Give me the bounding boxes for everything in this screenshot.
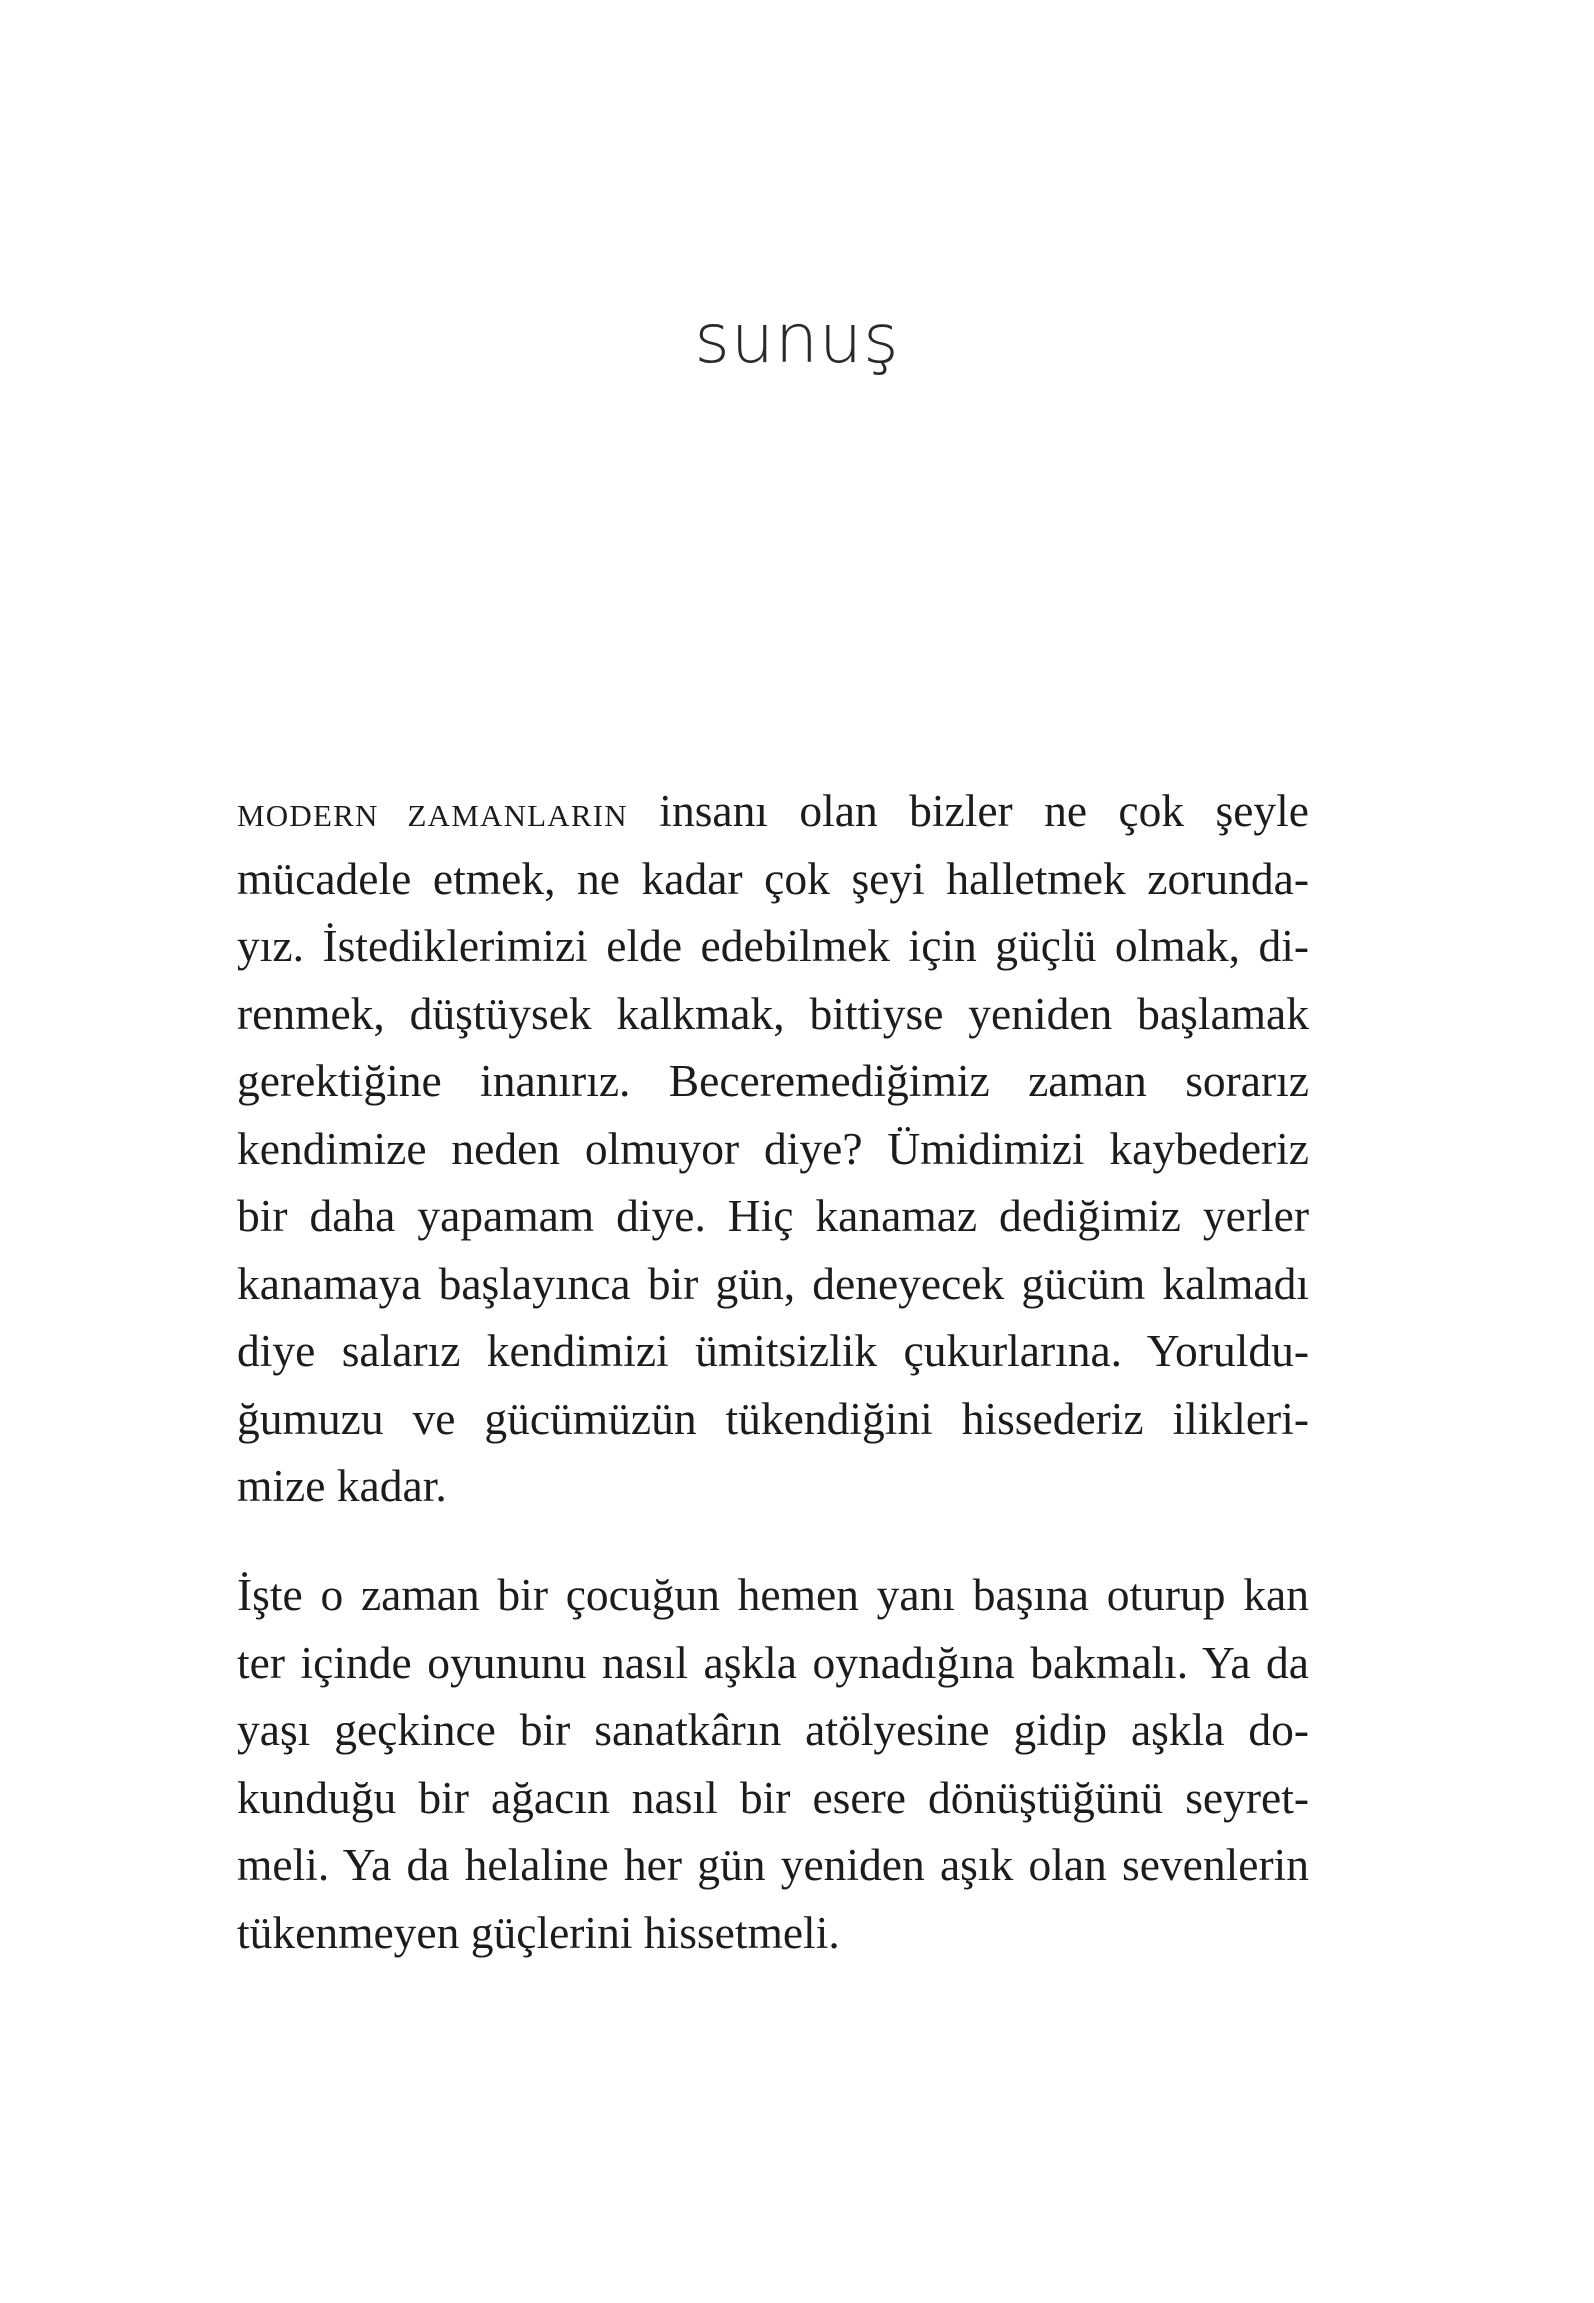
paragraph-line: renmek, düştüysek kalkmak, bittiyse yeniden başlamak (237, 987, 1309, 1039)
paragraph-line: yız. İstediklerimizi elde edebilmek için güçlü olmak, di- (237, 920, 1309, 971)
chapter-title: sunuş (694, 300, 900, 379)
paragraph-line: meli. Ya da helaline her gün yeniden aşık olan sevenlerin (237, 1839, 1309, 1890)
small-caps-lead-in: MODERN ZAMANLARIN (237, 798, 628, 833)
paragraph-line: ğumuzu ve gücümüzün tükendiğini hissederiz ilikleri- (237, 1392, 1309, 1444)
paragraph-line: İşte o zaman bir çocuğun hemen yanı başına oturup kan (237, 1569, 1309, 1620)
paragraph-line: kanamaya başlayınca bir gün, deneyecek gücüm kalmadı (237, 1257, 1309, 1309)
paragraph-line: kendimize neden olmuyor diye? Ümidimizi kaybederiz (237, 1122, 1309, 1174)
paragraph-2 (237, 1561, 1309, 1966)
paragraph-line: gerektiğine inanırız. Beceremediğimiz zaman sorarız (237, 1055, 1309, 1106)
paragraph-line: yaşı geçkince bir sanatkârın atölyesine gidip aşkla do- (237, 1704, 1309, 1755)
paragraph-line: mücadele etmek, ne kadar çok şeyi halletmek zorunda- (237, 852, 1309, 904)
paragraph-line (237, 777, 1309, 845)
paragraph-line: mize kadar. (237, 1460, 447, 1511)
paragraph-line-text: insanı olan bizler ne çok şeyle (659, 785, 1309, 836)
paragraph-line: tükenmeyen güçlerini hissetmeli. (237, 1906, 840, 1958)
paragraph-line: bir daha yapamam diye. Hiç kanamaz dediğimiz yerler (237, 1190, 1309, 1241)
paragraph-1 (237, 777, 1309, 1520)
paragraph-line: kunduğu bir ağacın nasıl bir esere dönüştüğünü seyret- (237, 1771, 1309, 1823)
paragraph-line: diye salarız kendimizi ümitsizlik çukurlarına. Yoruldu- (237, 1325, 1309, 1376)
paragraph-line: ter içinde oyununu nasıl aşkla oynadığına bakmalı. Ya da (237, 1636, 1309, 1688)
